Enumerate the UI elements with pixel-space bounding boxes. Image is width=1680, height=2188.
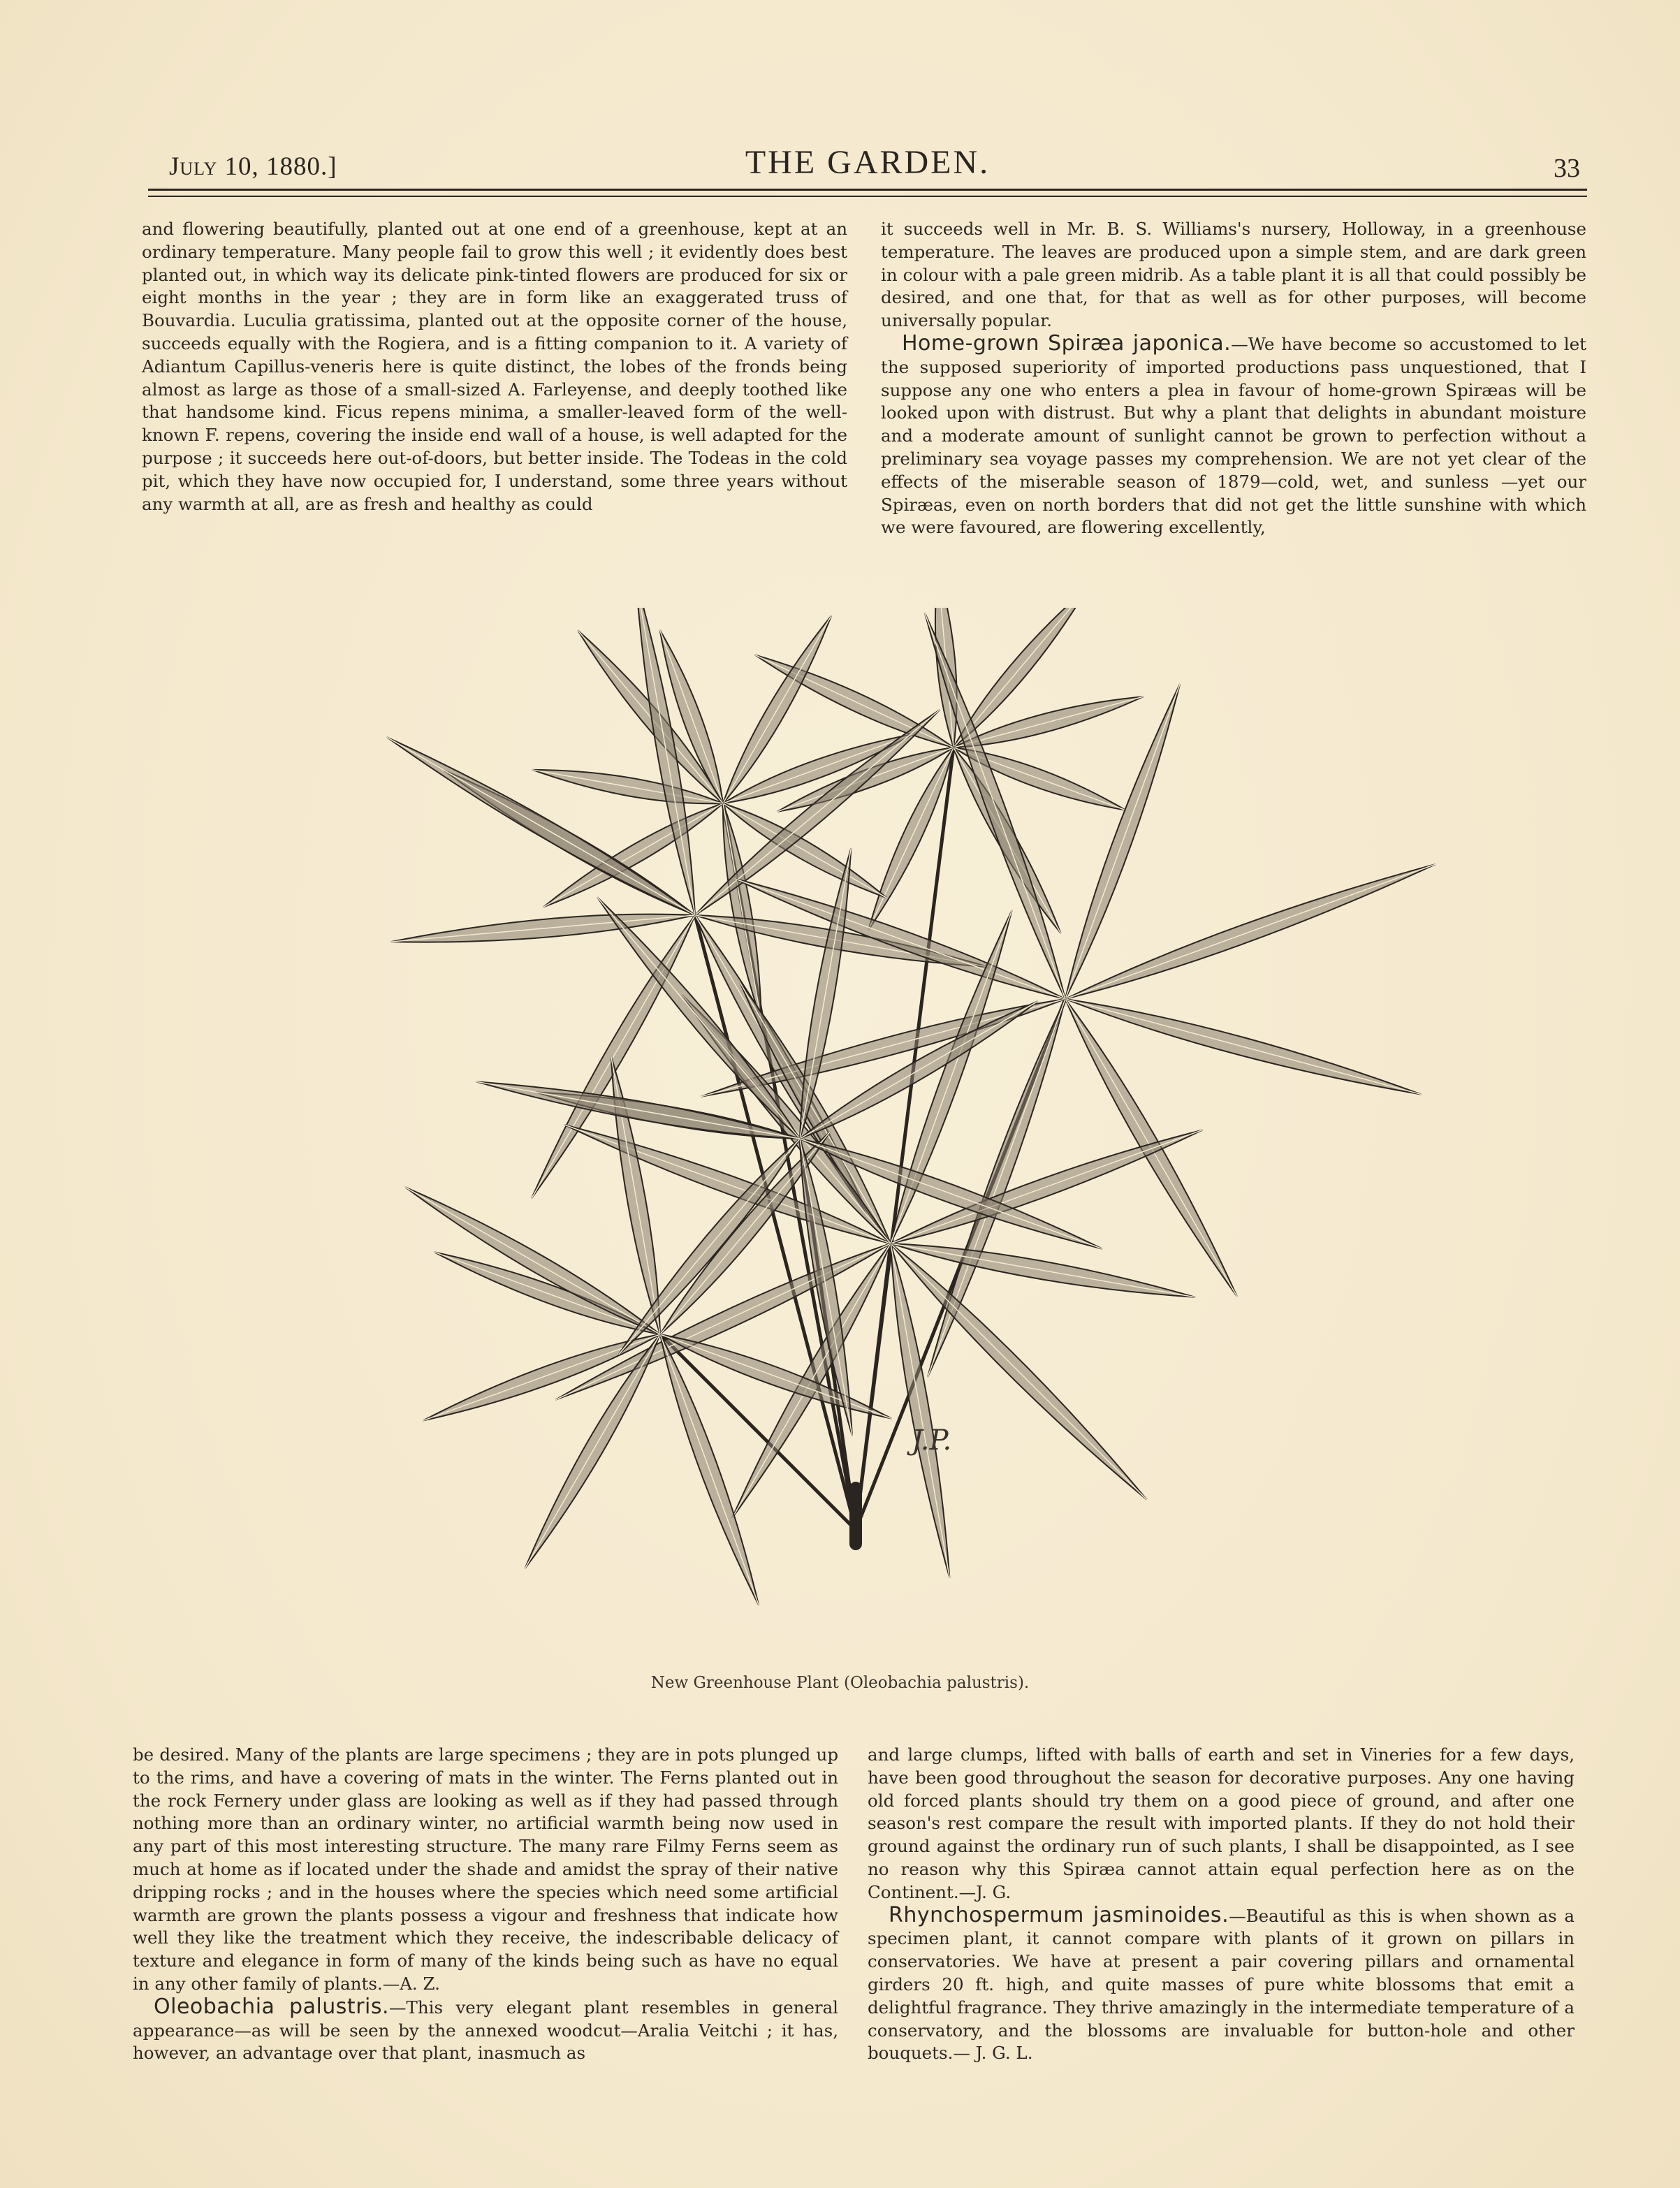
paragraph-body: —We have become so accustomed to let the supposed superiority of imported productions pass unquestioned, that I suppose any one who enters a plea in favour of home-grown Spiræas will be looked upon with distrust. But why a plant that delights in abundant moisture and a moderate amount of sunlight cannot be grown to perfection without a preliminary sea voyage passes my comprehension. We are not yet clear of the effects of the miserable season of 1879—cold, wet, and sunless —yet our Spiræas, even on north borders that did not get the little sunshine with which we were favoured, are flowering excellently, [881,333,1586,538]
paragraph [133,1996,838,2065]
woodcut-illustration [136,608,1589,1670]
leaf-midrib [1065,864,1436,999]
paragraph: and flowering beautifully, planted out at one end of a greenhouse, kept at an ordinary temperature. Many people fail to grow this well ; it evidently does best planted out, in which way its delicate pink-tinted flowers are produced for six or eight months in the year ; they are in form like an exaggerated truss of Bouvardia. Luculia gratissima, planted out at the opposite corner of the house, succeeds equally with the Rogiera, and is a fitting companion to it. A variety of Adiantum Capillus-veneris here is quite distinct, the lobes of the fronds being almost as large as those of a small-sized A. Farleyense, and deeply toothed like that handsome kind. Ficus repens minima, a smaller-leaved form of the well-known F. repens, covering the inside end wall of a house, is well adapted for the purpose ; it succeeds here out-of-doors, but better inside. The Todeas in the cold pit, which they have now occupied for, I understand, some three years without any warmth at all, are as fresh and healthy as could [142,219,847,514]
section-heading: Rhynchospermum jasminoides. [889,1902,1229,1927]
page-number: 33 [1554,154,1580,183]
paragraph-body: —Beautiful as this is when shown as a specimen plant, it cannot compare with plants of it grown on pillars in conservatories. We have at present a pair covering pillars and ornamental girders 20 ft. high, and quite masses of pure white blossoms that emit a delightful fragrance. They thrive amazingly in the intermediate temperature of a conservatory, and the blossoms are invaluable for button-hole and other bouquets.— J. G. L. [868,1905,1575,2064]
section-heading: Home-grown Spiræa japonica. [902,330,1232,356]
engraver-monogram: J.P. [912,1424,952,1457]
leaf-midrib [543,803,723,907]
paragraph: and large clumps, lifted with balls of earth and set in Vineries for a few days, have been good throughout the season for decorative purposes. Any one having old forced plants should try them on a good piece of ground, and after one season's rest compare the result with imported plants. If they do not hold their ground against the ordinary run of such plants, I shall be disappointed, as I see no reason why this Spiræa cannot attain equal perfection here as on the Continent.—J. G. [868,1744,1575,1902]
leaf-midrib [387,737,695,915]
issue-date: July 10, 1880.] [169,152,337,181]
masthead [148,143,1587,185]
paragraph [881,330,1586,539]
leaf-midrib [660,1334,759,1605]
top-left-column [142,218,847,516]
figure-caption: New Greenhouse Plant (Oleobachia palustris). [650,1674,1030,1692]
header-rule-bottom [148,196,1587,197]
leaf-midrib [405,1187,660,1334]
leaf-midrib [800,848,851,1139]
paragraph-body: —This very elegant plant resembles in general appearance—as will be seen by the annexed woodcut—Aralia Veitchi ; it has, however, an advantage over that plant, inasmuch as [133,1997,839,2064]
publication-title: THE GARDEN. [745,144,991,181]
bottom-right-column [868,1744,1575,2065]
leaf-midrib [695,710,940,915]
leaf-midrib [1065,684,1180,999]
paragraph [868,1904,1575,2066]
paragraph: it succeeds well in Mr. B. S. Williams's nursery, Holloway, in a greenhouse temperature. The leaves are produced upon a simple stem, and are dark green in colour with a pale green midrib. As a table plant it is all that could possibly be desired, and one that, for that as well as for other purposes, will become universally popular. [881,219,1586,331]
top-right-column [881,218,1586,539]
section-heading: Oleobachia palustris. [154,1994,390,2019]
paragraph: be desired. Many of the plants are large specimens ; they are in pots plunged up to the rims, and have a covering of mats in the winter. The Ferns planted out in the rock Fernery under glass are looking as well as if they had passed through nothing more than an ordinary winter, no artificial warmth being now used in any part of this most interesting structure. The many rare Filmy Ferns seem as much at home as if located under the shade and amidst the spray of their native dripping rocks ; and in the houses where the species which need some artificial warmth are grown the plants possess a vigour and freshness that indicate how well they like the treatment which they receive, the indescribable delicacy of texture and elegance in form of many of the kinds being such as have no equal in any other family of plants.—A. Z. [133,1744,838,1994]
header-rule-top [148,189,1587,191]
bottom-left-column [133,1744,838,2065]
